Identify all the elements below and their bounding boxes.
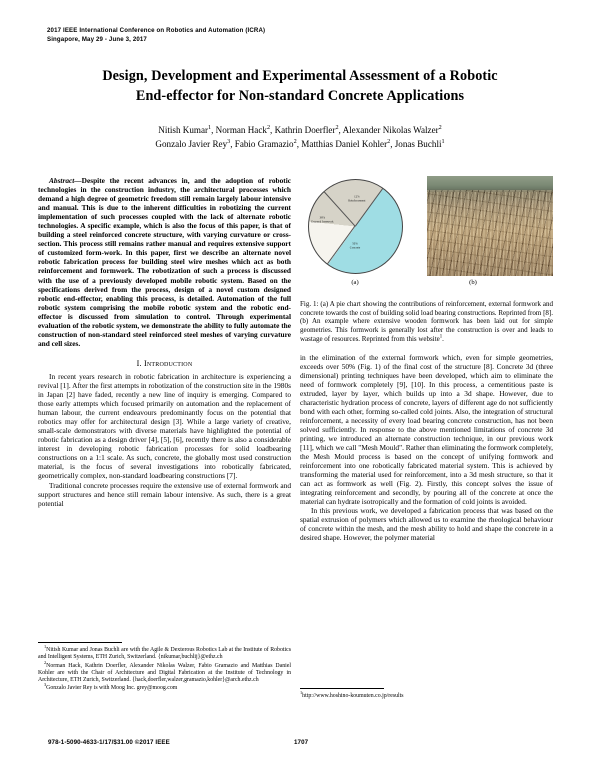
intro-paragraph-1: In recent years research in robotic fabrication in architecture is experiencing a revival [1]. After the first attempts in robotization of the construction site in the 1980s in Japan [2] have faded, recently a new line of inquiry is emerging. Compared to those early attempts which focused primarily on automation and the replacement of human labour, the current endeavours predominantly focus on the potential that robotics may offer for architectural design [3]. While a large variety of creative, small-scale demonstrators with diverse materials have highlighted the potential of robotic fabrication as a design driver [4], [5], [6], recently there is also a considerable interest in developing robotic fabrication processes for solid loadbearing constructions on a 1:1 scale. As such, concrete, the globally most used construction material, is the focus of several investigations into robotically fabricated, geometrically complex, non-standard loadbearing constructions [7]. xyxy=(38,371,291,481)
right-paragraph-2: In this previous work, we developed a fabrication process that was based on the spatial extrusion of polymers which allowed us to examine the rheological behaviour of concrete within the mesh, and the mesh ability to hold and shape the concrete in a desired shape. However, the polymer material xyxy=(300,506,553,543)
mesh-mould-term: Mesh Mould xyxy=(361,442,400,452)
footnote-2-text: Norman Hack, Kathrin Doerfler, Alexander Nikolas Walzer, Fabio Gramazio and Matthias Daniel Kohler are with the Chair of Architecture and Digital Fabrication at the Institute of Technology in Architecture, ETH Zurich, Switzerland. {hack,doerfler,walzer,gramazio,kohler}@arch.ethz.ch xyxy=(38,662,291,683)
footnote-marker: 1 xyxy=(44,644,47,650)
right-paragraph-1-cont: ". Rather than eliminating the formwork completely, the Mesh Mould process is based on the concept of unifying formwork and reinforcement into one robotically fabricated material system. This is achieved by transforming the material used for reinforcement, into a 3d mesh structure, so that it can act as formwork as well (Fig. 2). Firstly, this concept solves the issue of integrating reinforcement and secondly, by pouring all of the concrete at once the material can hydrate isotropically and the formation of cold joints is avoided. xyxy=(300,442,554,507)
author-affiliation-marker: 3 xyxy=(227,137,231,145)
pie-slice-label-concrete xyxy=(350,243,360,250)
intro-paragraph-2: Traditional concrete processes require the extensive use of external formwork and support structures and hence still remain labour intensive. As such, there is a great potential xyxy=(38,480,291,508)
figure-1-sublabels xyxy=(300,278,553,287)
author-affiliation-marker: 2 xyxy=(293,137,297,145)
paper-title xyxy=(50,66,550,106)
footnote-marker: 3 xyxy=(44,682,47,688)
footnote-divider xyxy=(38,642,122,643)
author-affiliation-marker: 1 xyxy=(208,123,212,131)
author-name: Matthias Daniel Kohler xyxy=(301,138,388,149)
section-heading-introduction: I. Introduction xyxy=(136,358,193,368)
pie-slice-name: Concrete xyxy=(349,245,361,250)
author-affiliation-marker: 2 xyxy=(387,137,391,145)
author-name: Norman Hack xyxy=(215,125,267,135)
abstract-paragraph xyxy=(38,176,291,348)
paper-title-line2: End-effector for Non-standard Concrete Applications xyxy=(135,88,465,104)
footnote-3-text: Gonzalo Javier Rey is with Moog Inc. grey@moog.com xyxy=(46,685,178,692)
footnotes-right xyxy=(300,690,553,700)
footnote-marker: 1 xyxy=(300,690,303,696)
footnote-marker: 2 xyxy=(44,659,47,665)
pie-chart xyxy=(308,179,403,274)
footnotes-left xyxy=(38,644,291,694)
author-name: Kathrin Doerfler xyxy=(274,125,336,135)
figure-caption-end: . xyxy=(442,334,444,343)
wooden-formwork-photo xyxy=(427,176,553,276)
figure-1 xyxy=(300,176,553,294)
footnote-2 xyxy=(38,659,291,688)
author-affiliation-marker: 1 xyxy=(441,137,445,145)
footnote-1-text: Nitish Kumar and Jonas Buchli are with the Agile & Dexterous Robotics Lab at the Institute of Robotics and Intelligent Systems, ETH Zurich, Switzerland. {nikumar,buchlij}@ethz.ch xyxy=(38,647,291,661)
right-paragraph-1-text: in the elimination of the external formwork which, even for simple geometries, exceeds over 50% (Fig. 1) of the final cost of the structure [8]. Concrete 3d (three dimensional) printing techniques have been developed, which aim to eliminate the need of formwork completely [9], [10]. In this process, a cementitious paste is extruded, layer by layer, which builds up into a 3d shape. However, due to characteristic hydration process of concrete, layers of different age do not sufficiently bond with each other, forming so-called cold joints. Also, the integration of structural reinforcement, a necessity of every load bearing concrete construction, has not been solved sufficiently. In response to the above mentioned limitations of concrete 3d printing, we introduced an alternate construction technique, in our previous work [11], which we call " xyxy=(300,352,553,452)
pie-slice-percent: 50% xyxy=(352,241,358,246)
figure-1-images xyxy=(300,176,553,276)
footnote-url-text[interactable]: http://www.hoshino-koumuten.co.jp/results xyxy=(302,693,404,699)
author-affiliation-marker: 2 xyxy=(335,123,339,131)
author-line-1: Nitish Kumar$^1$, Norman Hack$^2$, Kathrin Doerfler$^2$, Alexander Nikolas Walzer$^2$ xyxy=(158,123,442,135)
author-list xyxy=(50,124,550,151)
page-footer xyxy=(0,739,600,753)
pie-slice-label-reinforcement xyxy=(348,196,365,203)
author-name: Jonas Buchli xyxy=(394,138,442,149)
isbn-copyright-line: 978-1-5090-4633-1/17/$31.00 ©2017 IEEE xyxy=(48,739,170,746)
conference-header-line1: 2017 IEEE International Conference on Robotics and Automation (ICRA) xyxy=(47,27,266,34)
author-affiliation-marker: 2 xyxy=(266,123,271,131)
figure-1-caption xyxy=(300,300,553,344)
abstract-lead-in: Abstract— xyxy=(49,176,82,185)
conference-header-line2: Singapore, May 29 - June 3, 2017 xyxy=(47,36,147,44)
figure-caption-text: Fig. 1: (a) A pie chart showing the contributions of reinforcement, external formwork and concrete towards the cost of building solid load bearing constructions. Reprinted from [8]. (b) An example where extensive wooden formwork has been laid out for simple geometries. This formwork is generally lost after the construction is over and leads to wastage of resources. Reprinted from this website xyxy=(300,300,553,343)
pie-slice-percent: 38% xyxy=(319,215,326,220)
left-column xyxy=(38,176,291,508)
pie-chart-panel xyxy=(300,176,410,276)
author-affiliation-marker: 2 xyxy=(438,123,442,131)
conference-header xyxy=(47,26,265,44)
author-name: Fabio Gramazio xyxy=(234,138,294,149)
author-line-2: Gonzalo Javier Rey$^3$, Fabio Gramazio$^2$, Matthias Daniel Kohler$^2$, Jonas Buchli$^1$ xyxy=(155,137,445,149)
pie-slice-label-external-formwork xyxy=(311,217,333,224)
figure-sublabel-a: (a) xyxy=(351,279,359,286)
author-name: Gonzalo Javier Rey xyxy=(155,138,228,149)
pie-slice-name: External formwork xyxy=(311,219,334,224)
footnote-divider-right xyxy=(300,688,384,689)
pie-slice-percent: 12% xyxy=(354,194,360,199)
right-paragraph-1 xyxy=(300,353,553,507)
formwork-photo-panel xyxy=(427,176,553,276)
paper-title-line1: Design, Development and Experimental Assessment of a Robotic xyxy=(102,68,498,84)
footnote-1 xyxy=(38,644,291,662)
footnote-3 xyxy=(38,682,291,692)
right-column xyxy=(300,176,553,543)
author-name: Alexander Nikolas Walzer xyxy=(342,125,439,135)
pie-slice-name: Reinforcement xyxy=(348,198,366,203)
abstract-text: Despite the recent advances in, and the adoption of robotic technologies in the construction industry, the architectural processes which demand a high degree of geometric freedom still remain largely labour intensive and manual. This is due to the inherent difficulties in robotizing the current implementation of such processes coupled with the lack of alternate robotic technologies. A specific example, which is also the focus of this paper, is that of building a steel reinforced concrete structure, with varying curvature or cross-section. This process still remains rather manual and requires extensive support of customized form-work. In this paper, first we describe an alternate novel robotic fabrication process for building steel wire meshes which act as both reinforcement and formwork. The robotization of such a process is discussed with the use of a previously developed mobile robotic system. Based on the specifications derived from the process, design of a novel custom designed robotic end-effector, enabling this process, is detailed. Automation of the full robotic system comprising the mobile robotic system and the robotic end-effector is discussed from simulation to control. Through experimental evaluation of the robotic system, we demonstrate the ability to fully automate the construction of non-standard steel reinforced steel meshes of varying curvature and cell sizes. xyxy=(38,176,291,348)
figure-sublabel-b: (b) xyxy=(469,279,477,286)
author-name: Nitish Kumar xyxy=(158,125,209,135)
figure-caption-footnote-marker: 1 xyxy=(439,334,443,340)
page-number: 1707 xyxy=(294,739,309,746)
